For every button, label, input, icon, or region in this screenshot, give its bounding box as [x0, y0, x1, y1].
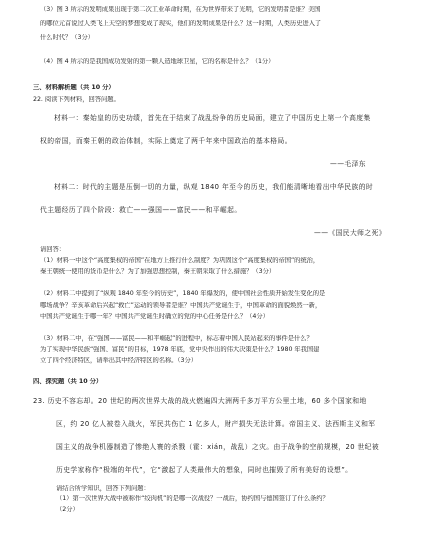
q23-answer-prompt: 请结合所学知识，回答下列问题： — [56, 485, 150, 492]
q22-stem: 22. 阅读下列材料，回答问题。 — [33, 96, 120, 103]
q22-part2-line2: 哪场战争？辛亥革命后兴起“救亡”运动的领导者是谁？中国共产党诞生于，中国革命的面貌焕然一新， — [40, 302, 322, 309]
q21-part3-line1: （3）图 3 所示的发明成果出现于第二次工业革命时期，在为世界带来了光明，它的发明者是谁？美国 — [40, 6, 321, 13]
q23-line2: 区，约 20 亿人被卷入战火，军民共伤亡 1 亿多人，财产损失无法计算。帝国主义、法西斯主义和军 — [56, 420, 376, 428]
q22-part2-line3: 中国共产党诞生于哪一年？中国共产党诞生时确立的党的中心任务是什么？（4分） — [40, 313, 269, 320]
q21-part3-line2: 的哪位元首说过人类飞上天空的梦想变成了现实，他们的发明成果是什么？这一时期，人类历史进入了 — [40, 20, 322, 27]
q22-answer-prompt: 请回答： — [40, 246, 65, 253]
material2-line2: 代主题经历了四个阶段：救亡——强国——富民——和平崛起。 — [40, 206, 242, 214]
material1-line1: 材料一：秦始皇的历史功绩，首先在于结束了战乱纷争的历史局面，建立了中国历史上第一个高度集 — [54, 114, 371, 122]
q23-part1-line1: （1）第一次世界大战中被称作“绞肉机”的是哪一次战役？一战后，协约国与德国签订了什么条约？ — [56, 495, 329, 502]
material1-source: ——毛泽东 — [330, 160, 366, 168]
material2-source: ——《国民大师之死》 — [314, 229, 386, 237]
q22-part1-line2: 秦王朝统一使用的货币是什么？为了加强思想控制，秦王朝采取了什么措施？（3分） — [40, 268, 276, 275]
q23-line4: 历史学家称作“极端的年代”，它“激起了人类最伟大的想象，同时也摧毁了所有美好的设想”。 — [56, 466, 353, 474]
q22-part3-line3: 立了四个经济特区，请举出其中经济特区的名称。（3分） — [40, 357, 197, 364]
q23-line3: 国主义的战争机器制造了惨绝人寰的杀戮（霍：xián，战乱）之灾。由于战争的空前规模，20 世纪被 — [56, 443, 380, 451]
section4-heading: 四、探究题（共 10 分） — [33, 378, 103, 385]
material1-line2: 权的帝国，而秦王朝的政治体制，实际上奠定了两千年来中国政治的基本格局。 — [40, 137, 292, 145]
q21-part3-line3: 什么时代？（3分） — [40, 34, 94, 41]
q22-part3-line1: （3）材料二中，在“强国——富民——和平崛起”的进程中，标志着中国人民站起来的事件是什么？ — [40, 335, 313, 342]
q23-part1-line2: （2分） — [56, 506, 79, 513]
q22-part2-line1: （2）材料二中提到了“纵观 1840 年至今的历史”，1840 年爆发的，使中国社会性质开始发生变化的是 — [40, 290, 326, 297]
q23-line1: 23. 历史不容忘却。20 世纪的两次世界大战的战火燃遍四大洲两千多万平方公里土地，60 多个国家和地 — [33, 397, 367, 405]
section3-heading: 三、材料解析题（共 10 分） — [33, 84, 115, 91]
material2-line1: 材料二：时代的主题是压倒一切的力量，纵观 1840 年至今的历史，我们能清晰地看出中华民族的时 — [54, 183, 374, 191]
q22-part1-line1: （1）材料一中这个“高度集权的帝国”在地方上推行什么制度？为巩固这个“高度集权的帝国”的统治， — [40, 257, 320, 264]
q22-part3-line2: 为了实现中华民族“强国、富民”的目标，1978 年底，党中央作出的伟大决策是什么？1980 年我国建 — [40, 346, 320, 353]
q21-part4-line: （4）图 4 所示的是我国成功发射的第一颗人造地球卫星，它的名称是什么？（1分） — [40, 58, 275, 65]
